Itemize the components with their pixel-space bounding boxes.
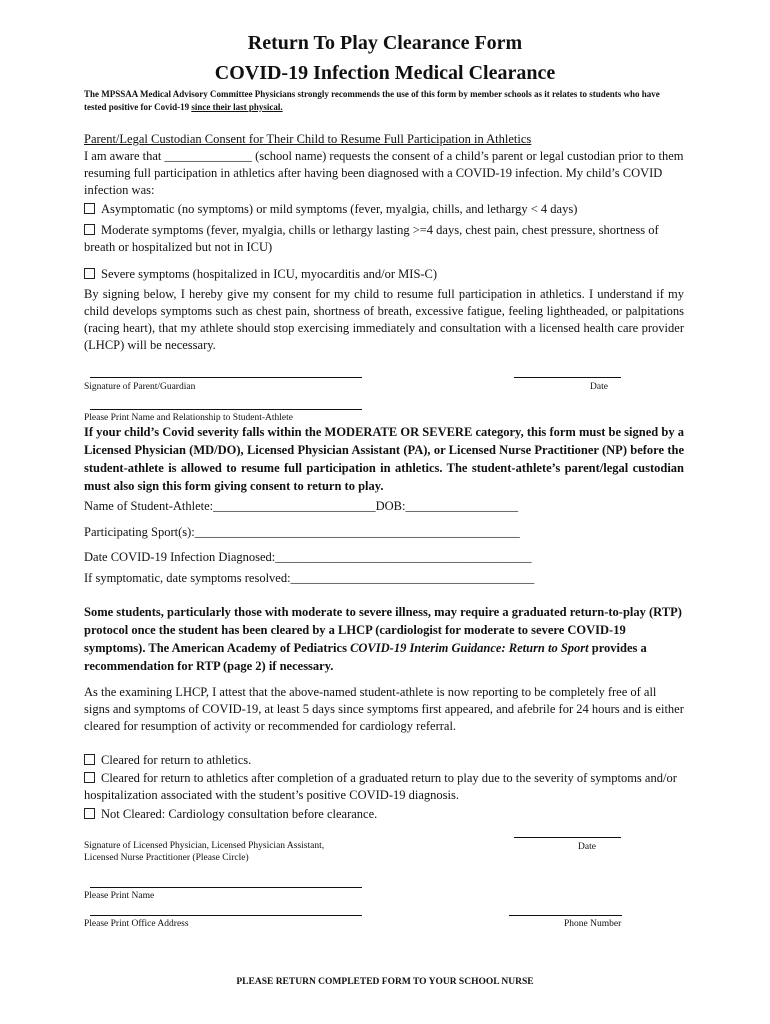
lhcp-attestation: As the examining LHCP, I attest that the above-named student-athlete is now reporting to be completely free of all signs and symptoms of COVID-19, at least 5 days since symptoms first appeared, and afebrile for 24 hours and is either cleared for resumption of activity or recommended for cardiology referral. bbox=[84, 685, 684, 733]
parent-signature-label: Signature of Parent/Guardian bbox=[84, 382, 196, 392]
parent-print-name-line[interactable] bbox=[90, 409, 362, 410]
severity-option-3[interactable] bbox=[84, 266, 684, 283]
option-label: Cleared for return to athletics. bbox=[101, 753, 252, 767]
student-name-field[interactable]: Name of Student-Athlete:__________________________DOB:__________________ bbox=[84, 499, 518, 513]
provider-print-name-line[interactable] bbox=[90, 887, 362, 888]
office-address-label: Please Print Office Address bbox=[84, 919, 189, 929]
checkbox[interactable] bbox=[84, 808, 95, 819]
parent-signature-line[interactable] bbox=[90, 377, 362, 378]
checkbox[interactable] bbox=[84, 203, 95, 214]
rtp-guidance-title: COVID-19 Interim Guidance: Return to Sport bbox=[350, 641, 589, 655]
option-label: Asymptomatic (no symptoms) or mild symptoms (fever, myalgia, chills, and lethargy < 4 days) bbox=[101, 202, 578, 216]
option-label: Cleared for return to athletics after completion of a graduated return to play due to the severity of symptoms and/or hospitalization associated with the student’s positive COVID-19 diagnosis. bbox=[84, 771, 677, 802]
provider-date-line[interactable] bbox=[514, 837, 621, 838]
clearance-option-1[interactable] bbox=[84, 752, 684, 769]
return-instruction: PLEASE RETURN COMPLETED FORM TO YOUR SCHOOL NURSE bbox=[236, 977, 534, 987]
checkbox[interactable] bbox=[84, 268, 95, 279]
phone-number-line[interactable] bbox=[509, 915, 622, 916]
consent-statement: By signing below, I hereby give my consent for my child to resume full participation in athletics. I understand if my child develops symptoms such as chest pain, shortness of breath, excessive fatigue, feeling lightheaded, or palpitations (racing heart), that my athlete should stop exercising immediately and consultation with a licensed health care provider (LHCP) will be necessary. bbox=[84, 287, 684, 352]
provider-signature-label-line1: Signature of Licensed Physician, Licensed Physician Assistant, bbox=[84, 841, 325, 851]
option-label: Severe symptoms (hospitalized in ICU, myocarditis and/or MIS-C) bbox=[101, 267, 438, 281]
office-address-line[interactable] bbox=[90, 915, 362, 916]
provider-print-name-label: Please Print Name bbox=[84, 891, 155, 901]
clearance-option-3[interactable] bbox=[84, 806, 684, 823]
checkbox[interactable] bbox=[84, 754, 95, 765]
provider-signature-label bbox=[84, 840, 324, 864]
provider-signature-label-line2: Licensed Nurse Practitioner (Please Circle) bbox=[84, 853, 249, 863]
rtp-text-end: provides a recommendation for RTP (page 2) if necessary. bbox=[84, 641, 647, 673]
clearance-option-2[interactable] bbox=[84, 770, 684, 804]
form-title: Return To Play Clearance Form bbox=[247, 32, 523, 54]
resolved-date-field[interactable]: If symptomatic, date symptoms resolved:_______________________________________ bbox=[84, 571, 535, 585]
option-label: Not Cleared: Cardiology consultation before clearance. bbox=[101, 807, 378, 821]
sport-field[interactable]: Participating Sport(s):____________________________________________________ bbox=[84, 525, 520, 539]
intro-text: The MPSSAA Medical Advisory Committee Physicians strongly recommends the use of this form by member schools as it relates to students who have tested positive for Covid-19 bbox=[84, 89, 660, 112]
phone-number-label: Phone Number bbox=[564, 919, 622, 929]
consent-heading: Parent/Legal Custodian Consent for Their Child to Resume Full Participation in Athletics bbox=[84, 132, 532, 146]
option-label: Moderate symptoms (fever, myalgia, chills or lethargy lasting >=4 days, chest pain, chest pressure, shortness of breath or hospitalized but not in ICU) bbox=[84, 223, 659, 254]
checkbox[interactable] bbox=[84, 224, 95, 235]
consent-paragraph: I am aware that ______________ (school name) requests the consent of a child’s parent or legal custodian prior to them resuming full participation in athletics after having been diagnosed with a COVID-19 infection. My child’s COVID infection was: bbox=[84, 149, 684, 197]
parent-date-line[interactable] bbox=[514, 377, 621, 378]
checkbox[interactable] bbox=[84, 772, 95, 783]
diagnosed-date-field[interactable]: Date COVID-19 Infection Diagnosed:_________________________________________ bbox=[84, 550, 532, 564]
consent-section bbox=[84, 131, 684, 199]
intro-note bbox=[84, 88, 684, 114]
rtp-text: Some students, particularly those with moderate to severe illness, may require a graduated return-to-play (RTP) protocol once the student has been cleared by a LHCP (cardiologist for moderate to severe COVID-19 symptoms). The American Academy of Pediatrics bbox=[84, 605, 682, 655]
print-name-label: Please Print Name and Relationship to Student-Athlete bbox=[84, 413, 293, 423]
intro-underlined: since their last physical. bbox=[191, 102, 283, 112]
parent-date-label: Date bbox=[590, 382, 608, 392]
severity-option-1[interactable] bbox=[84, 201, 684, 218]
rtp-notice bbox=[84, 603, 684, 675]
provider-date-label: Date bbox=[578, 842, 596, 852]
moderate-severe-notice: If your child’s Covid severity falls within the MODERATE OR SEVERE category, this form must be signed by a Licensed Physician (MD/DO), Licensed Physician Assistant (PA), or Licensed Nurse Practitioner (NP) before the student-athlete is allowed to resume full participation in athletics. The student-athlete’s parent/legal custodian must also sign this form giving consent to return to play. bbox=[84, 425, 684, 493]
severity-option-2[interactable] bbox=[84, 222, 684, 256]
form-subtitle: COVID-19 Infection Medical Clearance bbox=[214, 62, 556, 84]
